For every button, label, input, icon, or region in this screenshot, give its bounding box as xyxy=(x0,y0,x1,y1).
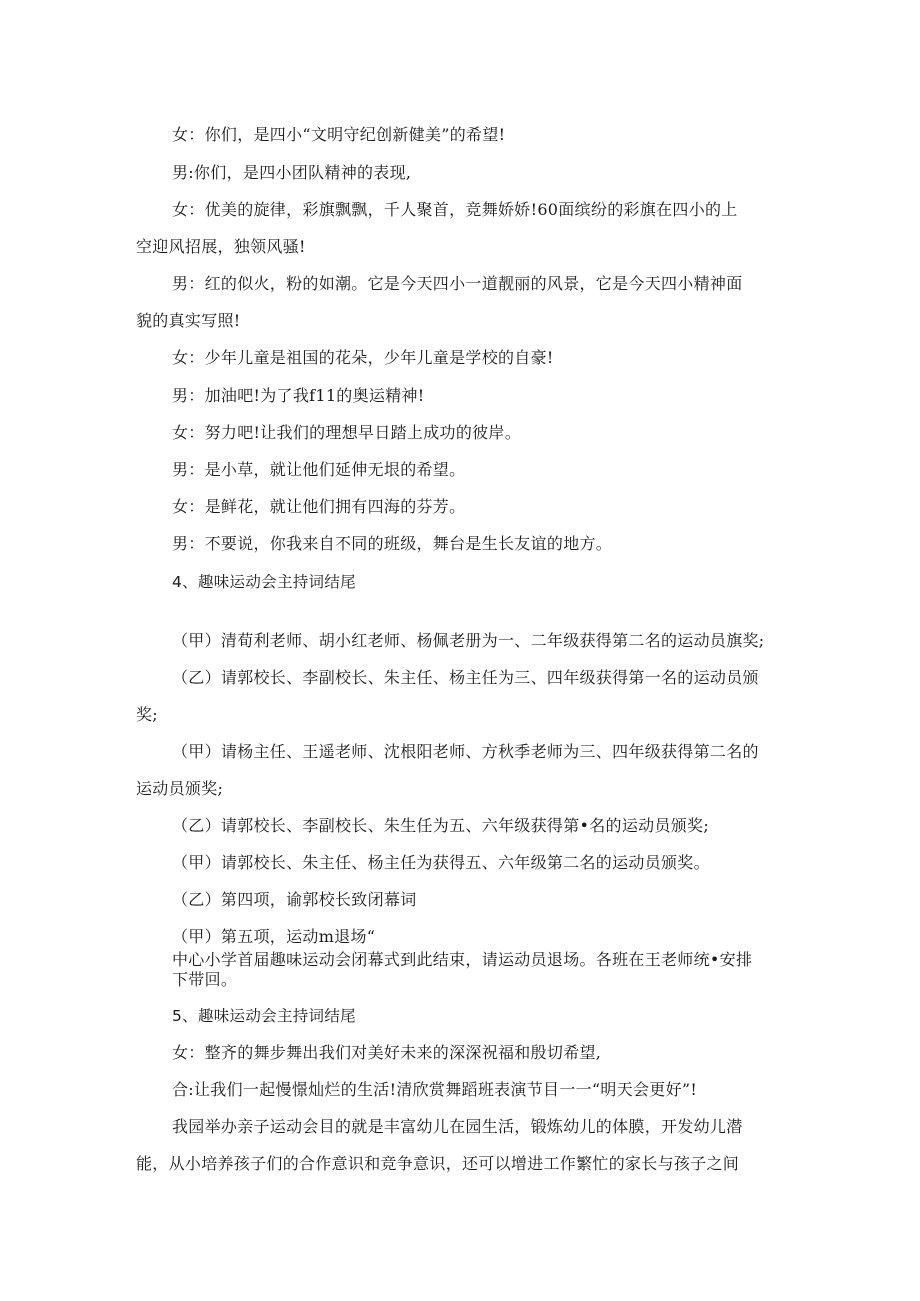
dialogue-line: 男:你们，是四小团队精神的表现, xyxy=(172,163,412,182)
program-line: （乙）第四项，谕郭校长致闭幕词 xyxy=(172,890,417,909)
dialogue-line: 男：不要说，你我来自不同的班级，舞台是生长友谊的地方。 xyxy=(172,534,613,553)
paragraph-line: 我园举办亲子运动会目的就是丰富幼儿在园生活，锻炼幼儿的体膜，开发幼儿潜 xyxy=(172,1117,743,1136)
dialogue-line: 女：整齐的舞步舞出我们对美好未来的深深祝福和殷切希望, xyxy=(172,1043,602,1062)
dialogue-line: 女：优美的旋律，彩旗飘飘，千人聚首，竞舞娇娇!60面缤纷的彩旗在四小的上 xyxy=(172,200,738,219)
award-line: （甲）请杨主任、王遥老师、沈根阳老师、方秋季老师为三、四年级获得第二名的 xyxy=(172,742,759,761)
dialogue-line: 女：你们，是四小“文明守纪创新健美”的希望! xyxy=(172,125,506,144)
award-line-continued: 奖; xyxy=(136,705,158,724)
section-heading-5: 5、趣味运动会主持词结尾 xyxy=(172,1007,356,1025)
award-line-continued: 运动员颁奖; xyxy=(136,779,224,798)
dialogue-line-continued: 貌的真实写照! xyxy=(136,311,241,330)
dialogue-line: 男：红的似火，粉的如潮。它是今天四小一道靓丽的风景，它是今天四小精神面 xyxy=(172,274,743,293)
closing-line-continued: 下带回。 xyxy=(172,970,238,989)
dialogue-line: 男：是小草，就让他们延伸无垠的希望。 xyxy=(172,460,466,479)
award-line: （甲）请郭校长、朱主任、杨主任为获得五、六年级第二名的运动员颁奖。 xyxy=(172,853,710,872)
program-line: （甲）第五项，运动m退场“ xyxy=(172,927,376,946)
award-line: （甲）清荀利老师、胡小红老师、杨佩老册为一、二年级获得第二名的运动员旗奖; xyxy=(172,631,765,650)
section-heading-4: 4、趣味运动会主持词结尾 xyxy=(172,573,356,591)
dialogue-line: 女：是鲜花，就让他们拥有四海的芬芳。 xyxy=(172,497,466,516)
dialogue-line: 合:让我们一起慢憬灿烂的生活!清欣赏舞蹈班表演节目一一“明天会更好”! xyxy=(172,1080,698,1099)
dialogue-line-continued: 空迎风招展，独领风骚! xyxy=(136,237,306,256)
dialogue-line: 男：加油吧!为了我f11的奥运精神! xyxy=(172,386,425,405)
award-line: （乙）请郭校长、李副校长、朱主任、杨主任为三、四年级获得第一名的运动员颁 xyxy=(172,668,759,687)
award-line: （乙）请郭校长、李副校长、朱生任为五、六年级获得第•名的运动员颁奖; xyxy=(172,816,710,835)
dialogue-line: 女：努力吧!让我们的理想早日踏上成功的彼岸。 xyxy=(172,423,522,442)
closing-line: 中心小学首届趣味运动会闭幕式到此结束，请运动员退场。各班在王老师统•安排 xyxy=(172,950,753,969)
dialogue-line: 女：少年儿童是祖国的花朵，少年儿童是学校的自豪! xyxy=(172,348,554,367)
paragraph-line-continued: 能，从小培养孩子们的合作意识和竞争意识，还可以增进工作繁忙的家长与孩子之间 xyxy=(136,1154,740,1173)
